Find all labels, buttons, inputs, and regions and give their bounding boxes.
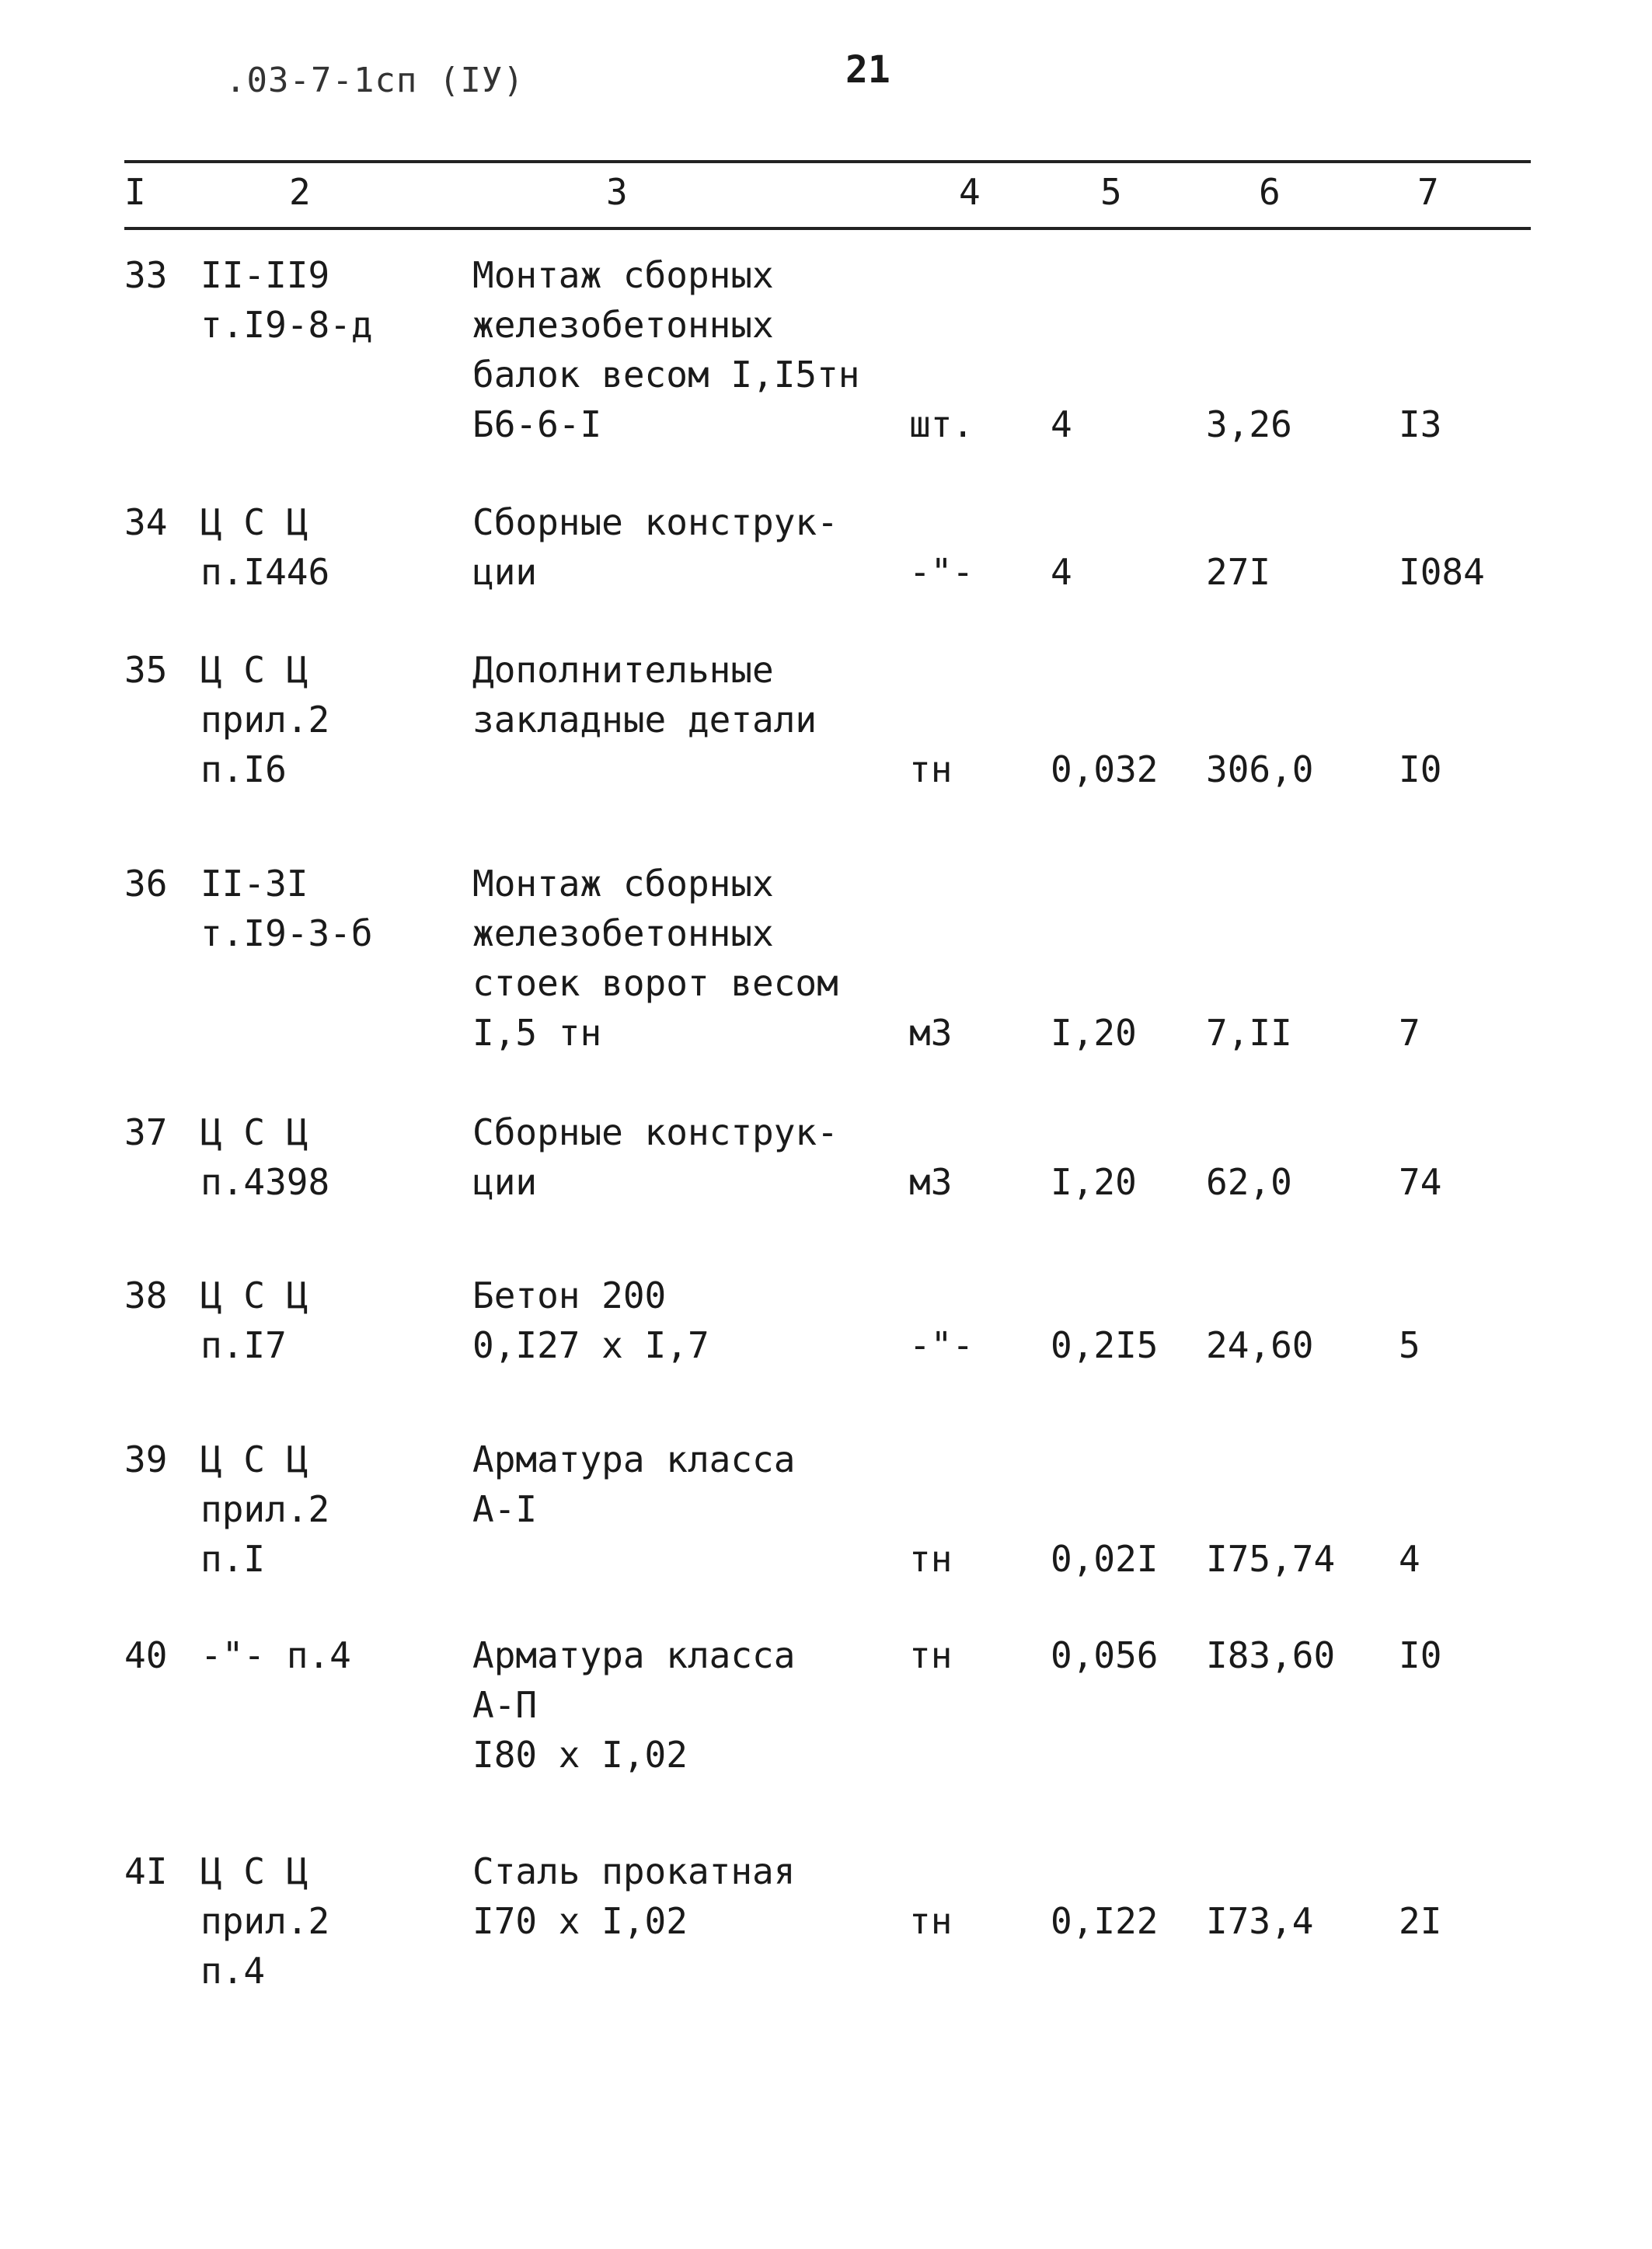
column-header-2: 2 — [289, 171, 311, 213]
row-unit-price-line: 7,II — [1206, 1012, 1292, 1054]
row-number — [124, 1107, 167, 1157]
row-reference-line: Ц С Ц — [200, 649, 308, 691]
row-description — [472, 497, 838, 597]
row-reference-line: Ц С Ц — [200, 501, 308, 543]
row-description-line: железобетонных — [472, 304, 774, 346]
row-quantity-line: 0,032 — [1051, 748, 1159, 790]
row-number — [124, 1435, 167, 1484]
row-number-line: 37 — [124, 1111, 168, 1153]
column-header-4: 4 — [959, 171, 981, 213]
table-header-rule — [124, 227, 1531, 230]
row-description — [472, 250, 860, 449]
row-quantity — [1051, 1008, 1137, 1058]
row-total-line: 2I — [1399, 1900, 1442, 1942]
row-reference-line: п.I7 — [200, 1324, 287, 1366]
row-description-line: ции — [472, 551, 538, 593]
row-quantity — [1051, 547, 1072, 597]
row-unit — [909, 1320, 974, 1370]
column-header-6: 6 — [1259, 171, 1281, 213]
row-quantity-line: I,20 — [1051, 1012, 1137, 1054]
row-quantity-line: 0,I22 — [1051, 1900, 1159, 1942]
row-number-line: 4I — [124, 1850, 168, 1892]
row-description-line: Бетон 200 — [472, 1274, 667, 1316]
row-quantity — [1051, 1157, 1137, 1207]
row-unit-price — [1206, 547, 1270, 597]
row-unit — [909, 399, 974, 449]
row-quantity-line: 4 — [1051, 551, 1072, 593]
page-number: 21 — [845, 48, 890, 92]
row-quantity — [1051, 399, 1072, 449]
row-quantity — [1051, 744, 1158, 794]
row-reference-line: п.4398 — [200, 1161, 330, 1203]
row-description-line: A-П — [472, 1684, 538, 1726]
row-description-line: железобетонных — [472, 912, 774, 954]
row-quantity-line: 0,056 — [1051, 1634, 1159, 1676]
row-unit-price-line: I75,74 — [1206, 1538, 1336, 1580]
row-unit-price-line: 24,60 — [1206, 1324, 1314, 1366]
row-number — [124, 250, 167, 300]
row-unit-price-line: 27I — [1206, 551, 1271, 593]
row-description-line: Сборные конструк- — [472, 1111, 838, 1153]
row-quantity — [1051, 1896, 1158, 1946]
row-reference-line: II-II9 — [200, 254, 330, 296]
row-reference-line: п.I — [200, 1538, 266, 1580]
row-unit-price-line: I73,4 — [1206, 1900, 1314, 1942]
row-unit-line: тн — [909, 1900, 953, 1942]
row-reference-line: т.I9-8-д — [200, 304, 373, 346]
row-total-line: I0 — [1399, 1634, 1442, 1676]
row-number-line: 35 — [124, 649, 168, 691]
row-description-line: закладные детали — [472, 699, 817, 741]
row-description — [472, 1435, 795, 1534]
row-description-line: 0,I27 x I,7 — [472, 1324, 709, 1366]
row-quantity-line: 0,02I — [1051, 1538, 1159, 1580]
row-reference-line: т.I9-3-б — [200, 912, 373, 954]
row-reference — [200, 250, 373, 350]
row-reference — [200, 859, 373, 958]
row-description — [472, 859, 838, 1058]
row-description-line: Сталь прокатная — [472, 1850, 796, 1892]
row-total-line: 74 — [1399, 1161, 1442, 1203]
row-total — [1399, 1320, 1420, 1370]
row-total — [1399, 1157, 1441, 1207]
row-number — [124, 497, 167, 547]
row-unit-line: тн — [909, 1634, 953, 1676]
column-header-5: 5 — [1100, 171, 1122, 213]
row-unit — [909, 1534, 952, 1584]
row-reference — [200, 1435, 329, 1584]
row-reference-line: -"- п.4 — [200, 1634, 351, 1676]
row-unit-price — [1206, 1896, 1313, 1946]
row-unit-price — [1206, 1157, 1292, 1207]
row-description-line: Дополнительные — [472, 649, 774, 691]
row-number-line: 34 — [124, 501, 168, 543]
row-number — [124, 645, 167, 695]
row-reference-line: Ц С Ц — [200, 1274, 308, 1316]
row-number — [124, 859, 167, 908]
row-reference-line: прил.2 — [200, 1900, 330, 1942]
column-header-1: I — [124, 171, 146, 213]
row-description-line: ции — [472, 1161, 538, 1203]
row-reference-line: II-3I — [200, 863, 308, 905]
row-unit-price-line: 3,26 — [1206, 403, 1292, 445]
row-number-line: 39 — [124, 1438, 168, 1480]
row-unit — [909, 1896, 952, 1946]
row-description — [472, 645, 817, 744]
row-total — [1399, 1630, 1441, 1680]
row-total — [1399, 547, 1485, 597]
row-description-line: I80 x I,02 — [472, 1734, 688, 1776]
row-number-line: 33 — [124, 254, 168, 296]
row-unit — [909, 1008, 952, 1058]
row-total-line: 7 — [1399, 1012, 1420, 1054]
row-description — [472, 1630, 795, 1780]
table-top-rule — [124, 160, 1531, 163]
row-description-line: Сборные конструк- — [472, 501, 838, 543]
row-total — [1399, 1534, 1420, 1584]
row-description-line: Б6-6-I — [472, 403, 602, 445]
row-unit-price — [1206, 744, 1313, 794]
row-reference-line: п.I6 — [200, 748, 287, 790]
row-description — [472, 1271, 709, 1370]
row-reference-line: п.I446 — [200, 551, 330, 593]
row-unit-price — [1206, 1320, 1313, 1370]
row-number — [124, 1846, 167, 1896]
row-total — [1399, 1008, 1420, 1058]
row-description-line: стоек ворот весом — [472, 962, 838, 1004]
row-total-line: I084 — [1399, 551, 1485, 593]
row-total-line: I0 — [1399, 748, 1442, 790]
row-description-line: Монтаж сборных — [472, 863, 774, 905]
row-unit-line: тн — [909, 748, 953, 790]
row-reference — [200, 497, 329, 597]
row-unit-line: -"- — [909, 551, 974, 593]
row-reference — [200, 1107, 329, 1207]
row-reference-line: п.4 — [200, 1950, 266, 1992]
row-number-line: 40 — [124, 1634, 168, 1676]
row-reference — [200, 1630, 351, 1680]
row-total — [1399, 744, 1441, 794]
row-unit-price — [1206, 399, 1292, 449]
row-unit-price-line: I83,60 — [1206, 1634, 1336, 1676]
row-description-line: A-I — [472, 1488, 538, 1530]
document-code: .03-7-1сп (IУ) — [225, 61, 525, 100]
row-description — [472, 1846, 795, 1946]
row-total-line: I3 — [1399, 403, 1442, 445]
column-header-7: 7 — [1417, 171, 1439, 213]
row-unit-line: м3 — [909, 1012, 953, 1054]
row-unit-price — [1206, 1008, 1292, 1058]
row-unit — [909, 1157, 952, 1207]
row-unit-price — [1206, 1630, 1335, 1680]
row-reference — [200, 1271, 308, 1370]
row-quantity-line: I,20 — [1051, 1161, 1137, 1203]
row-unit-price — [1206, 1534, 1335, 1584]
row-reference-line: Ц С Ц — [200, 1111, 308, 1153]
row-unit-price-line: 62,0 — [1206, 1161, 1292, 1203]
row-unit — [909, 547, 974, 597]
row-description-line: Арматура класса — [472, 1438, 796, 1480]
row-number-line: 38 — [124, 1274, 168, 1316]
row-total — [1399, 1896, 1441, 1946]
row-number-line: 36 — [124, 863, 168, 905]
row-quantity-line: 0,2I5 — [1051, 1324, 1159, 1366]
row-description-line: Арматура класса — [472, 1634, 796, 1676]
row-description-line: I,5 тн — [472, 1012, 602, 1054]
row-number — [124, 1630, 167, 1680]
row-reference-line: Ц С Ц — [200, 1850, 308, 1892]
row-reference — [200, 1846, 329, 1996]
row-total-line: 4 — [1399, 1538, 1420, 1580]
row-description-line: I70 x I,02 — [472, 1900, 688, 1942]
row-quantity — [1051, 1630, 1158, 1680]
row-number — [124, 1271, 167, 1320]
row-description-line: балок весом I,I5тн — [472, 354, 860, 396]
row-unit-price-line: 306,0 — [1206, 748, 1314, 790]
row-reference-line: прил.2 — [200, 1488, 330, 1530]
row-quantity-line: 4 — [1051, 403, 1072, 445]
row-reference — [200, 645, 329, 794]
row-unit-line: -"- — [909, 1324, 974, 1366]
row-reference-line: прил.2 — [200, 699, 330, 741]
row-unit-line: шт. — [909, 403, 974, 445]
row-reference-line: Ц С Ц — [200, 1438, 308, 1480]
row-total — [1399, 399, 1441, 449]
row-quantity — [1051, 1534, 1158, 1584]
row-quantity — [1051, 1320, 1158, 1370]
row-description — [472, 1107, 838, 1207]
row-unit — [909, 744, 952, 794]
row-total-line: 5 — [1399, 1324, 1420, 1366]
row-unit-line: м3 — [909, 1161, 953, 1203]
row-unit — [909, 1630, 952, 1680]
row-unit-line: тн — [909, 1538, 953, 1580]
row-description-line: Монтаж сборных — [472, 254, 774, 296]
column-header-3: 3 — [606, 171, 628, 213]
